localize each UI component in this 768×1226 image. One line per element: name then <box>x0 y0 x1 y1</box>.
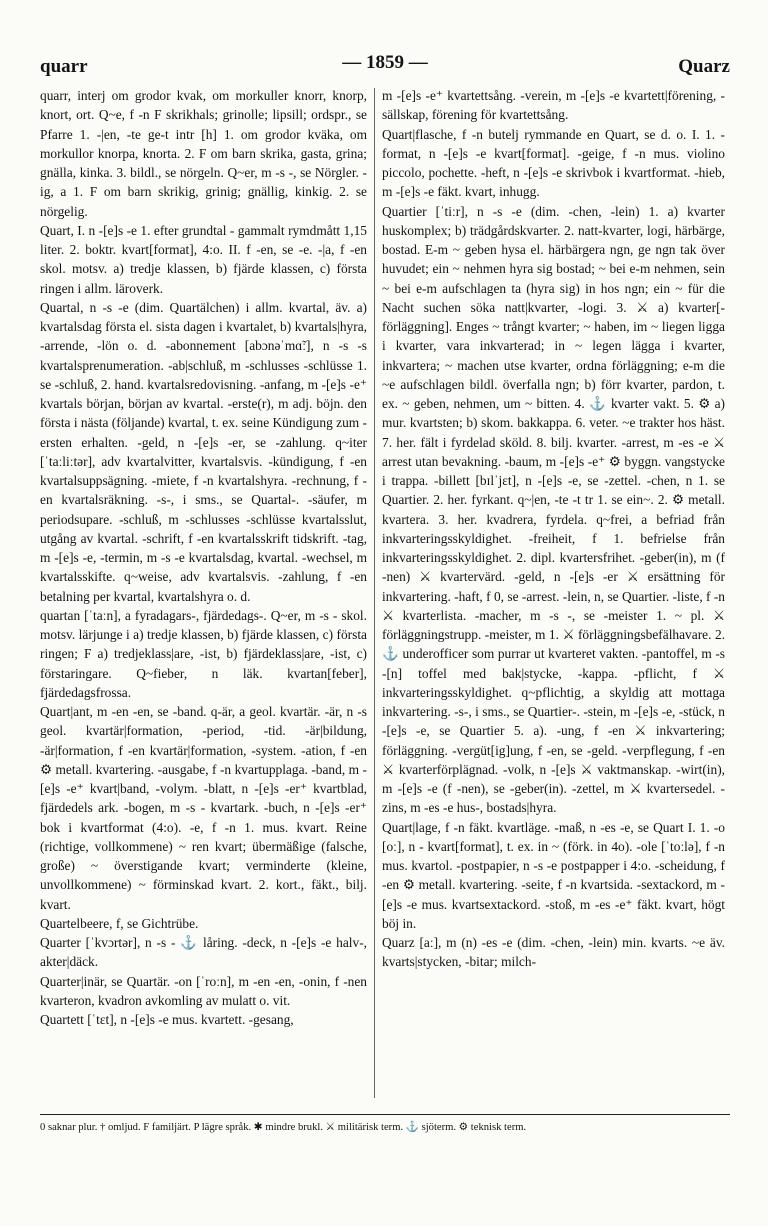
dictionary-entry: Quarter [ˈkvɔrtər], n -s - ⚓ låring. -deck, n -[e]s -e halv-, akter|däck. <box>40 935 367 970</box>
dictionary-entry: Quarz [aː], m (n) -es -e (dim. -chen, -lein) min. kvarts. ~e äv. kvarts|stycken, -bitar; milch- <box>382 935 725 970</box>
abbreviation-legend: 0 saknar plur. † omljud. F familjärt. P lägre språk. ✱ mindre brukl. ⚔ militärisk term. ⚓ sjöterm. ⚙ teknisk term. <box>40 1122 527 1133</box>
page-header <box>40 48 730 82</box>
header-left-guideword: quarr <box>40 56 88 77</box>
dictionary-entry: quartan [ˈtaːn], a fyradagars-, fjärdedags-. Q~er, m -s - skol. motsv. lärjunge i a) tredje klassen, b) fjärde klassen, c) första ringen; F a) tredjeklass|are, -ist, b) fjärdeklass|are, -ist, c) förstaringare. Q~fieber, n läk. kvartan[feber], fjärdedagsfrossa. <box>40 607 367 700</box>
dictionary-entry: Quartier [ˈtiːr], n -s -e (dim. -chen, -lein) 1. a) kvarter huskomplex; b) trädgårdskvarter. 2. natt-kvarter, logi, härbärge, bostad. E-m ~ geben hysa el. härbärgera ngn, ge ngn tak över huvudet; ein ~ nehmen hyra sig bostad; ~ bei e-m nehmen, sein ~ bei e-m aufschlagen ta (hyra sig) in hos ngn; ein ~ für die Nacht suchen söka natt|kvarter, -logi. 3. ⚔ a) kvarter[-förläggning]. Enges ~ trångt kvarter; ~ haben, im ~ liegen ligga i kvarter, vara inkvarterad; in ~ legen lägga i kvarter, inkvartera; ~ machen utse kvarter, ordna förläggning; e-m die ~e aufschlagen bildl. överfalla ngn; b) förr kvarter, pardon, t. ex. ~ geben, nehmen, um ~ bitten. 4. ⚓ kvarter vakt. 5. ⚙ a) mur. kvartsten; b) skom. bakkappa. 6. veter. ~e trakter hos häst. 7. her. fält i fyrdelad sköld. 8. bilj. kvarter. -arrest, m -es -e ⚔ arrest utan bevakning. -baum, m -[e]s -e⁺ ⚙ byggn. vangstycke i trappa. -billett [bɪlˈjɛt], n -[e]s -e, se -zettel. -chen, n 1. se Quartier. 2. her. fyrkant. q~|en, -te -t tr 1. se ein~. 2. ⚙ metall. kvartera. 3. her. kvadrera, fyrdela. q~frei, a befriad från inkvarteringsskyldighet. -freiheit, f 1. befrielse från inkvarteringsskyldighet. 2. dipl. kvartersfrihet. -geber(in), m (f -nen) ⚔ kvartervärd. -geld, n -[e]s -er ⚔ ersättning för inkvartering. -haft, f 0, se -arrest. -lein, n, se Quartier. -liste, f -n ⚔ kvarterlista. -macher, m -s -, se -meister 1. ~ pl. ⚔ förläggningstrupp. -meister, m 1. ⚔ förläggningsbefälhavare. 2. ⚓ underofficer som purrar ut kvarteret vakten. -pantoffel, m -s -[n] toffel med bak|stycke, -kappa. -pflicht, f ⚔ inkvarteringsskyldighet. q~pflichtig, a skyldig att mottaga inkvartering. -s-, i sms., se Quartier-. -stein, m -[e]s -e, -stück, n -[e]s -e, se Quartier 5. a). -ung, f -en ⚔ inkvartering; förläggning. -vergüt[ig]ung, f -en, se -geld. -verpflegung, f -en ⚔ kvarterförplägnad. -volk, n -[e]s ⚔ vaktmanskap. -wirt(in), m -[e]s -e (f -nen), se -geber(in). -zettel, m ⚔ kvartersedel. -zins, m -es -e hus-, bostads|hyra. <box>382 203 725 816</box>
dictionary-entry: Quartelbeere, f, se Gichtrübe. <box>40 915 199 931</box>
footer-rule <box>40 1114 730 1115</box>
left-column <box>40 86 367 1114</box>
dictionary-entry: Quartal, n -s -e (dim. Quartälchen) i allm. kvartal, äv. a) kvartalsdag första el. sista dagen i kvartalet, b) kvartals|hyra, -arrende, -lön o. d. -abonnement [abɔnəˈmɑ̃ː], n -s -s kvartalsprenumeration. -ab|schluß, m -schlusses -schlüsse 1. se -schluß, 2. hand. kvartalsredovisning. -anfang, m -[e]s -e⁺ kvartals början, början av kvartal. -erste(r), m adj. böjn. den första i nästa (följande) kvartal, t. ex. seine Kündigung zum -ersten erhalten. -geld, n -[e]s -er, se -zahlung. q~iter [ˈtaːliːtər], adv kvartalvitter, kvartalsvis. -kündigung, f -en kvartalsuppsägning. -miete, f -n kvartalshyra. -rechnung, f -en kvartalsräkning. -s-, i sms., se Quartal-. -säufer, m periodsupare. -schluß, m -schlusses -schlüsse kvartalsslut, utgång av kvartal. -schrift, f -en kvartalsskrift tidskrift. -tag, m -[e]s -e, -termin, m -s -e kvartalsdag, kvartal. -wechsel, m kvartalsskifte. q~weise, adv kvartalsvis. -zahlung, f -en betalning per kvartal, kvartalshyra o. d. <box>40 299 367 604</box>
dictionary-entry: Quarter|inär, se Quartär. -on [ˈroːn], m -en -en, -onin, f -nen kvarteron, kvadron avkomling av mulatt o. vit. <box>40 973 367 1008</box>
dictionary-entry: Quart, I. n -[e]s -e 1. efter grundtal - gammalt rymdmått 1,15 liter. 2. boktr. kvart[format], 4:o. II. f -en, se -e. -|a, f -en skol. motsv. a) tredje klassen, b) fjärde klassen, c) första ringen i allm. läroverk. <box>40 222 367 296</box>
header-right-guideword: Quarz <box>678 56 730 77</box>
dictionary-entry: Quart|flasche, f -n butelj rymmande en Quart, se d. o. I. 1. -format, n -[e]s -e kvart[format]. -geige, f -n mus. violino piccolo, pochette. -heft, n -[e]s -e skrivbok i kvartformat. -hieb, m -[e]s -e fäkt. kvart, inhugg. <box>382 126 725 200</box>
dictionary-entry: quarr, interj om grodor kvak, om morkuller knorr, knorp, knort, ort. Q~e, f -n F skrikhals; grinolle; lipsill; ordspr., se Pfarre 1. -|en, -te ge-t intr [h] 1. om grodor kväka, om morkullor knorpa, knorta. 2. F om barn skrika, gasta, grina; gnälla, kinka. 3. bildl., se nörgeln. Q~er, m -s -, se Nörgler. -ig, a 1. F om barn skrikig, grinig; gnällig, kinkig. 2. se nörgelig. <box>40 88 367 219</box>
dictionary-entry: Quartett [ˈtɛt], n -[e]s -e mus. kvartett. -gesang, <box>40 1012 294 1027</box>
right-column <box>382 86 725 1114</box>
column-divider <box>374 88 375 1098</box>
dictionary-entry: Quart|lage, f -n fäkt. kvartläge. -maß, n -es -e, se Quart I. 1. -o [oː], n - kvart[format], t. ex. in ~ (förk. in 4o). -ole [ˈtoːlə], f -n mus. kvartol. -postpapier, n -s -e postpapper i 4:o. -scheidung, f -en ⚙ metall. kvartering. -seite, f -n kvartsida. -sextackord, m -[e]s -e mus. kvartsextackord. -stoß, m -es -e⁺ fäkt. kvart, högt böj in. <box>382 819 725 931</box>
page-number: — 1859 — <box>342 52 428 73</box>
dictionary-entry: Quart|ant, m -en -en, se -band. q-är, a geol. kvartär. -är, n -s geol. kvartär|formation, -period, -tid. -är|bildung, -är|formation, f -en kvartär|formation, -system. -ation, f -en ⚙ metall. kvartering. -ausgabe, f -n kvartupplaga. -band, m -[e]s -e⁺ kvart|band, -volym. -blatt, n -[e]s -er⁺ kvartblad, fjärdedels ark. -bogen, m -s - kvartark. -buch, n -[e]s -er⁺ bok i kvartformat (4:o). -e, f -n 1. mus. kvart. Reine (richtige, vollkommene) ~ ren kvart; übermäßige (falsche, große) ~ överstigande kvart; verminderte (kleine, unvollkommene) ~ förminskad kvart. 2. kort., fäkt., bilj. kvart. <box>40 704 367 912</box>
dictionary-entry: m -[e]s -e⁺ kvartettsång. -verein, m -[e]s -e kvartett|förening, -sällskap, förening för kvartettsång. <box>382 88 725 123</box>
